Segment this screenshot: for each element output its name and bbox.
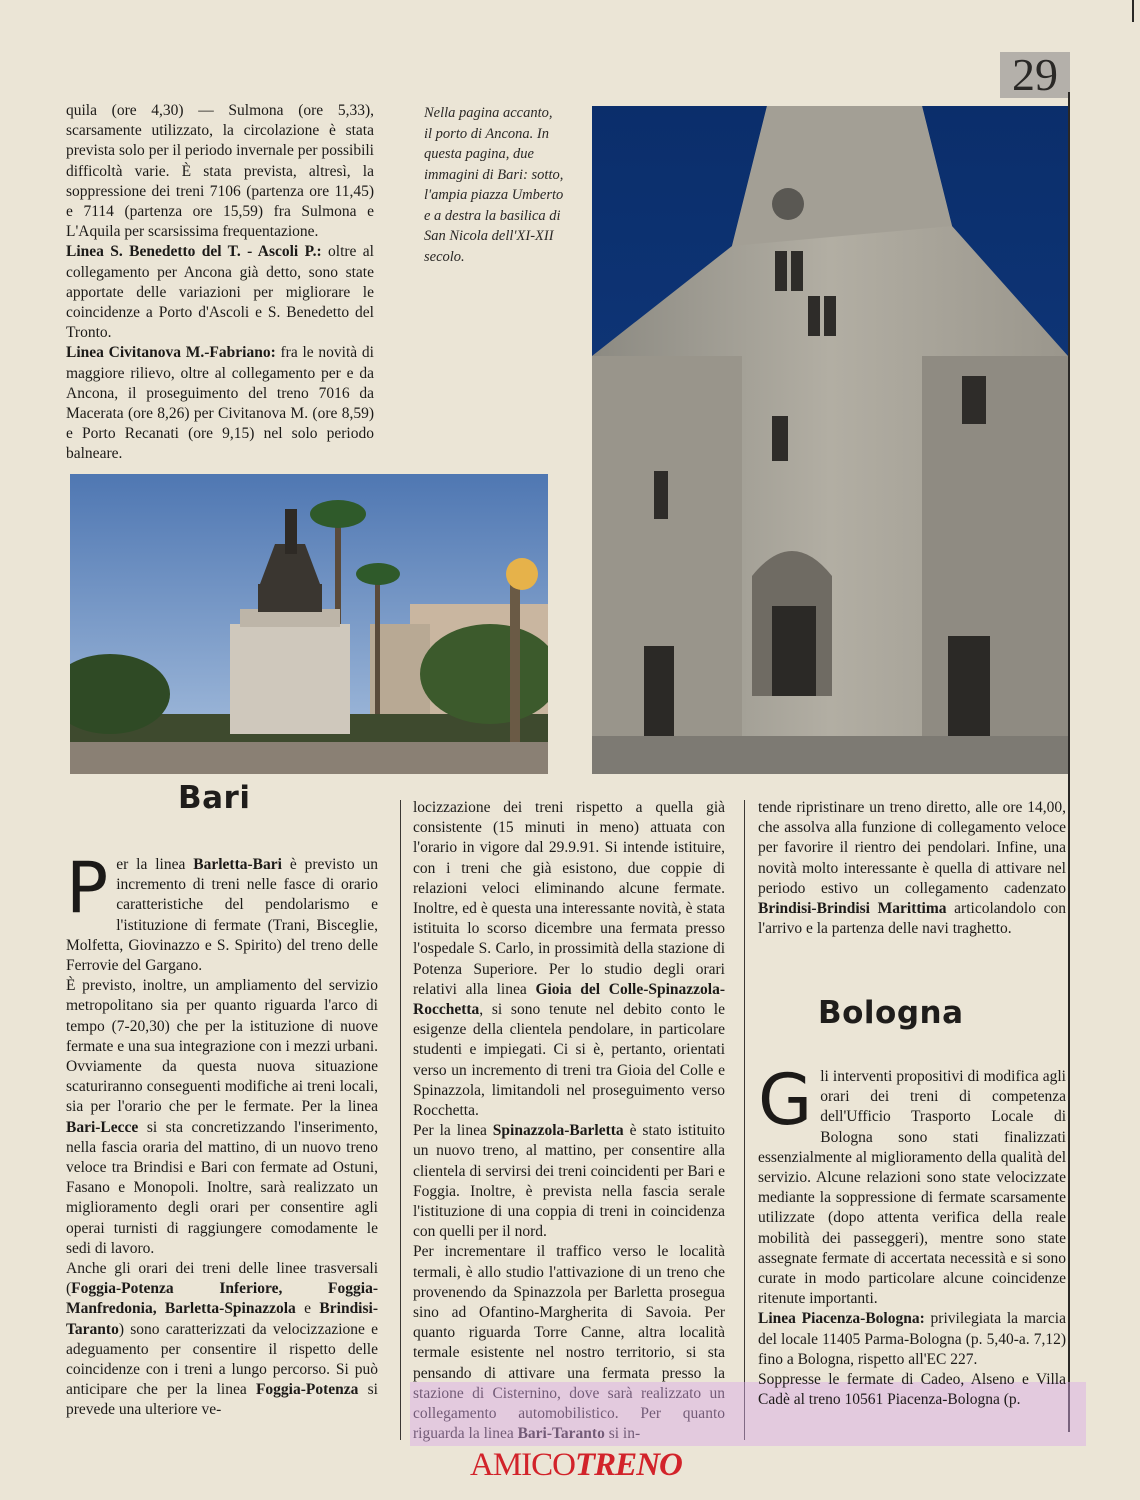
line-name-brindisi-taranto: Brindisi-Taranto [66,1300,378,1338]
paragraph-sulmona: quila (ore 4,30) — Sulmona (ore 5,33), scarsamente utilizzato, la circolazione è stata prevista solo per il periodo invernale per possibili difficoltà varie. È stata prevista, altresì, la soppressione dei treni 7106 (partenza ore 11,45) e 7114 (partenza ore 15,59) fra Sulmona e L'Aquila per scarsissima frequentazione. [66,102,374,241]
column-rule-1 [400,800,401,1440]
section-title-bari: Bari [178,780,251,816]
right-margin-rule [1068,92,1070,1432]
bari-paragraph-7: tende ripristinare un treno diretto, alle ore 14,00, che assolva alla funzione di collegamento veloce per favorire il rientro dei pendolari. Infine, una novità molto interessante è quella di attivare nel periodo estivo un collegamento cadenzato Brindisi-Brindisi Marittima articolandolo con l'arrivo e la partenza delle navi traghetto. [758,799,1067,938]
top-text-column [66,101,374,465]
line-name-bari-taranto: Bari-Taranto [517,1425,605,1443]
bari-paragraph-2: È previsto, inoltre, un ampliamento del servizio metropolitano sia per quanto riguarda l'arco di tempo (7-20,30) che per la istituzione di nuove fermate e una sua integrazione con i mezzi urbani. Ovviamente da questa nuova situazione scaturiranno conseguenti modifiche ai treni locali, sia per l'orario che per le fermate. Per la linea Bari-Lecce si sta concretizzando l'inserimento, nella fascia oraria del mattino, di un nuovo treno veloce tra Brindisi e Bari con fermate ad Ostuni, Fasano e Monopoli. Inoltre, sarà realizzato un miglioramento degli orari per consentire agli operai turnisti di raggiungere comodamente le sedi di lavoro. [66,977,379,1257]
page-number: 29 [1000,52,1070,98]
bologna-paragraph-3: Soppresse le fermate di Cadeo, Alseno e Villa Cadè al treno 10561 Piacenza-Bologna (p. [758,1371,1066,1409]
paragraph-ascoli: Linea S. Benedetto del T. - Ascoli P.: oltre al collegamento per Ancona già detto, sono state apportate delle variazioni per migliorare le coincidenze a Porto d'Ascoli e S. Benedetto del Tronto. [66,243,374,342]
line-name-brindisi-marittima: Brindisi-Brindisi Marittima [758,900,947,918]
line-heading-ascoli: Linea S. Benedetto del T. - Ascoli P.: [66,243,322,261]
bari-paragraph-4: locizzazione dei treni rispetto a quella già consistente (15 minuti in meno) attuata con l'orario in vigore dal 29.9.91. Si intende istituire, con i treni che già esistono, due coppie di relazioni veloci eliminando alcune fermate. Inoltre, ed è questa una interessante novità, è stata istituita lo scorso dicembre una fermata presso l'ospedale S. Carlo, in prossimità della stazione di Potenza Superiore. Per lo studio degli orari relativi alla linea Gioia del Colle-Spinazzola-Rocchetta, si sono tenute nel debito conto le esigenze della clientela pendolare, in particolare studenti e impiegati. Ci si è, pertanto, orientati verso un incremento di treni tra Gioia del Colle e Spinazzola, limitandoli nel proseguimento verso Rocchetta. [413,799,726,1120]
section-title-bologna: Bologna [818,995,964,1031]
line-name-bari-lecce: Bari-Lecce [66,1118,139,1136]
dropcap-g: G [758,1059,813,1141]
paragraph-fabriano: Linea Civitanova M.-Fabriano: fra le novità di maggiore rilievo, oltre al collegamento per e da Ancona, il proseguimento del treno 7016 da Macerata (ore 8,26) per Civitanova M. (ore 8,59) e Porto Recanati (ore 9,15) nel solo periodo balneare. [66,344,374,463]
line-name-barletta-bari: Barletta-Bari [193,856,282,873]
line-heading-piacenza-bologna: Linea Piacenza-Bologna: [758,1310,925,1328]
line-name-spinazzola-barletta: Spinazzola-Barletta [492,1122,624,1140]
bari-column-1 [66,847,379,1421]
piazza-umberto-photo [70,474,548,774]
line-name-foggia-potenza: Foggia-Potenza [255,1381,359,1399]
line-name-gioia-spinazzola-rocchetta: Gioia del Colle-Spinazzola-Rocchetta [413,980,726,1019]
bologna-paragraph-2: Linea Piacenza-Bologna: privilegiata la marcia del locale 11405 Parma-Bologna (p. 5,40-a. 7,12) fino a Bologna, rispetto all'EC 227. [758,1310,1066,1368]
line-heading-fabriano: Linea Civitanova M.-Fabriano: [66,344,276,362]
dropcap-p: P [66,847,109,929]
bologna-column [758,1059,1066,1410]
bari-paragraph-6: Per incrementare il traffico verso le località termali, è allo studio l'attivazione di un treno che provenendo da Spinazzola per Barletta prosegua sino ad Ofantino-Margherita di Savoia. Per quanto riguarda Torre Canne, altra località termale esistente nel nostro territorio, si sta pensando di attivare una fermata presso la stazione di Cisternino, dove sarà realizzato un collegamento automobilistico. Per quanto riguarda la linea Bari-Taranto si in- [413,1243,725,1443]
bari-paragraph-3: Anche gli orari dei treni delle linee trasversali (Foggia-Potenza Inferiore, Foggia-Manfredonia, Barletta-Spinazzola e Brindisi-Taranto) sono caratterizzati da velocizzazione e adeguamento per consentire il rispetto delle coincidenze con i treni a lungo percorso. Si può anticipare che per la linea Foggia-Potenza si prevede una ulteriore ve- [66,1260,378,1419]
bari-paragraph-1: Per la linea Barletta-Bari è previsto un incremento di treni nelle fasce di orario caratteristiche del pendolarismo e l'istituzione di fermate (Trani, Bisceglie, Molfetta, Giovinazzo e S. Spirito) del treno delle Ferrovie del Gargano. [66,847,378,975]
amicotreno-logo: AMICOTRENO [470,1447,682,1483]
column-rule-2 [744,800,745,1440]
bari-column-2 [413,798,725,1445]
bari-column-3 [758,798,1066,939]
photo-caption: Nella pagina accanto, il porto di Ancona. In questa pagina, due immagini di Bari: sotto, l'ampia piazza Umberto e a destra la basilica di San Nicola dell'XI-XII secolo. [424,105,564,265]
bologna-paragraph-1: Gli interventi propositivi di modifica agli orari dei treni di competenza dell'Ufficio Trasporto Locale di Bologna sono stati finalizzati essenzialmente al miglioramento della qualità del servizio. Alcune relazioni sono state velocizzate mediante la soppressione di fermate scarsamente utilizzate (dopo attenta verifica della reale mobilità dei passeggeri), mentre sono state assegnate fermate di accertata necessità e si sono curate in modo particolare alcune coincidenze ritenute importanti. [758,1059,1066,1308]
line-names-trasversali: Foggia-Potenza Inferiore, Foggia-Manfredonia, Barletta-Spinazzola [66,1280,378,1318]
page-edge-mark [1132,0,1134,22]
bari-paragraph-5: Per la linea Spinazzola-Barletta è stato istituito un nuovo treno, al mattino, per consentire alla clientela di servirsi dei treni coincidenti per Bari e Foggia. Inoltre, è prevista nella fascia serale l'istituzione di una coppia di treni in coincidenza con quelli per il nord. [413,1122,725,1241]
basilica-photo [592,106,1068,774]
